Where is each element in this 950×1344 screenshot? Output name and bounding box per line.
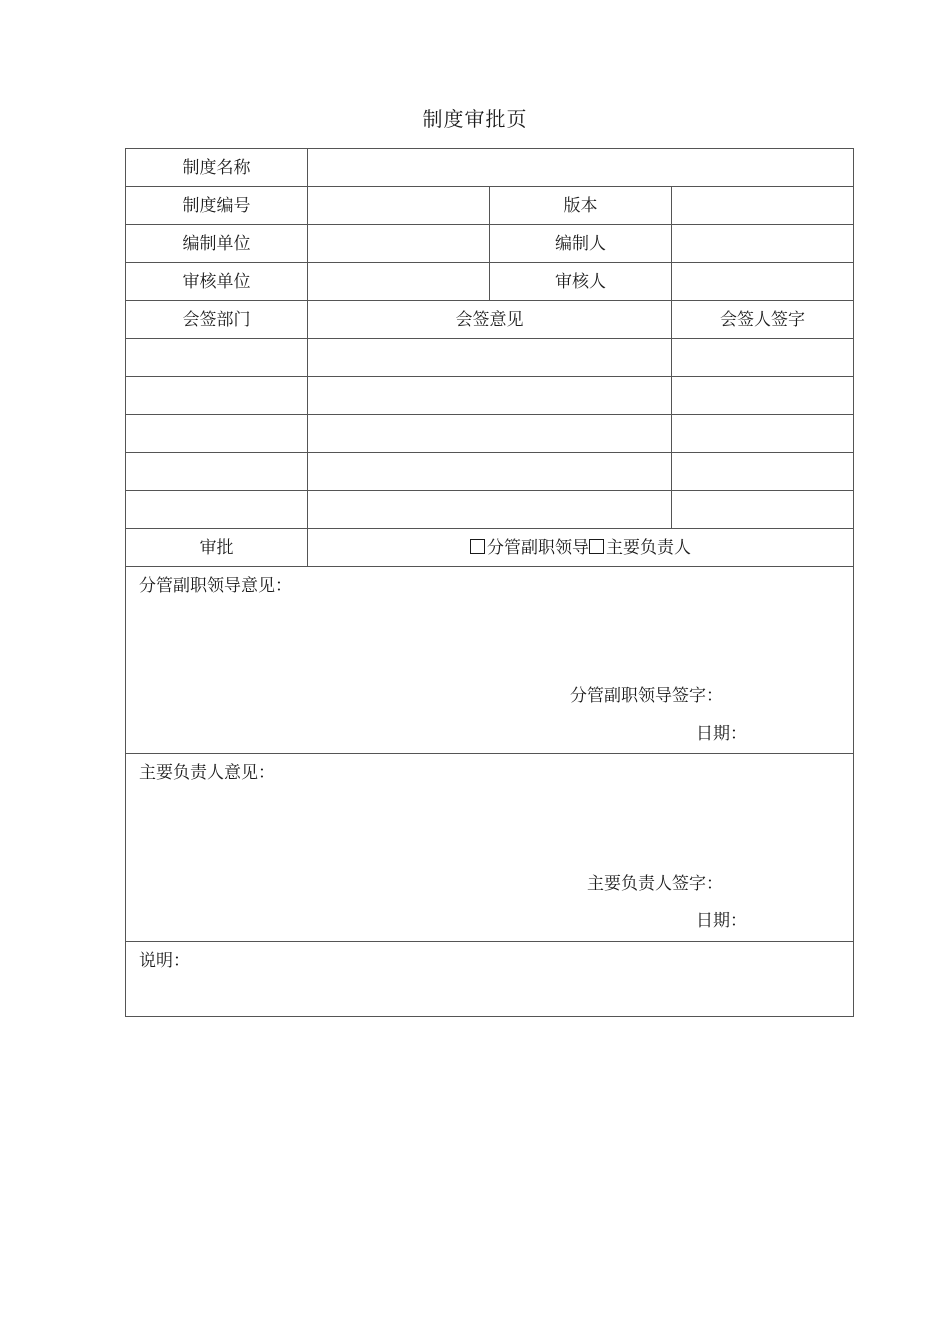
- version-field[interactable]: [672, 187, 854, 225]
- countersign-signer-cell[interactable]: [672, 453, 854, 491]
- form-row-review: [126, 263, 854, 301]
- chief-checkbox[interactable]: [589, 539, 604, 554]
- countersign-opinion-cell[interactable]: [308, 415, 672, 453]
- countersign-signer-cell[interactable]: [672, 491, 854, 529]
- countersign-dept-header: 会签部门: [126, 301, 308, 339]
- system-name-field[interactable]: [308, 149, 854, 187]
- system-number-label: 制度编号: [126, 187, 308, 225]
- chief-signature-label: 主要负责人签字：: [587, 874, 724, 894]
- chief-opinion-area[interactable]: [126, 754, 854, 942]
- approval-options: [308, 529, 854, 567]
- deputy-signature-label: 分管副职领导签字：: [570, 686, 724, 706]
- deputy-leader-option-label: 分管副职领导: [487, 537, 589, 558]
- countersign-signer-cell[interactable]: [672, 415, 854, 453]
- countersign-dept-cell[interactable]: [126, 339, 308, 377]
- countersign-row: [126, 453, 854, 491]
- chief-opinion-row: [126, 754, 854, 942]
- countersign-opinion-cell[interactable]: [308, 453, 672, 491]
- system-name-label: 制度名称: [126, 149, 308, 187]
- deputy-opinion-area[interactable]: [126, 567, 854, 754]
- approval-row: [126, 529, 854, 567]
- chief-date-label: 日期：: [696, 911, 748, 931]
- approval-form-table: [125, 148, 854, 1017]
- system-number-field[interactable]: [308, 187, 490, 225]
- compiler-field[interactable]: [672, 225, 854, 263]
- deputy-opinion-label: 分管副职领导意见：: [139, 576, 292, 596]
- countersign-opinion-header: 会签意见: [308, 301, 672, 339]
- chief-option-label: 主要负责人: [606, 537, 691, 558]
- countersign-dept-cell[interactable]: [126, 415, 308, 453]
- deputy-leader-checkbox[interactable]: [470, 539, 485, 554]
- form-row-number: [126, 187, 854, 225]
- reviewer-label: 审核人: [490, 263, 672, 301]
- review-unit-field[interactable]: [308, 263, 490, 301]
- deputy-date-label: 日期：: [696, 724, 748, 744]
- chief-opinion-label: 主要负责人意见：: [139, 763, 275, 783]
- approval-label: 审批: [126, 529, 308, 567]
- compile-unit-field[interactable]: [308, 225, 490, 263]
- countersign-row: [126, 415, 854, 453]
- compiler-label: 编制人: [490, 225, 672, 263]
- countersign-opinion-cell[interactable]: [308, 377, 672, 415]
- form-row-name: [126, 149, 854, 187]
- countersign-dept-cell[interactable]: [126, 377, 308, 415]
- countersign-header-row: [126, 301, 854, 339]
- notes-row: [126, 942, 854, 1017]
- compile-unit-label: 编制单位: [126, 225, 308, 263]
- countersign-signer-cell[interactable]: [672, 339, 854, 377]
- countersign-dept-cell[interactable]: [126, 491, 308, 529]
- review-unit-label: 审核单位: [126, 263, 308, 301]
- notes-area[interactable]: [126, 942, 854, 1017]
- countersign-opinion-cell[interactable]: [308, 491, 672, 529]
- form-row-compile: [126, 225, 854, 263]
- version-label: 版本: [490, 187, 672, 225]
- deputy-opinion-row: [126, 567, 854, 754]
- countersign-signer-header: 会签人签字: [672, 301, 854, 339]
- countersign-row: [126, 377, 854, 415]
- page-title: 制度审批页: [422, 107, 528, 131]
- countersign-opinion-cell[interactable]: [308, 339, 672, 377]
- notes-label: 说明：: [139, 951, 190, 971]
- reviewer-field[interactable]: [672, 263, 854, 301]
- countersign-row: [126, 491, 854, 529]
- countersign-row: [126, 339, 854, 377]
- countersign-signer-cell[interactable]: [672, 377, 854, 415]
- countersign-dept-cell[interactable]: [126, 453, 308, 491]
